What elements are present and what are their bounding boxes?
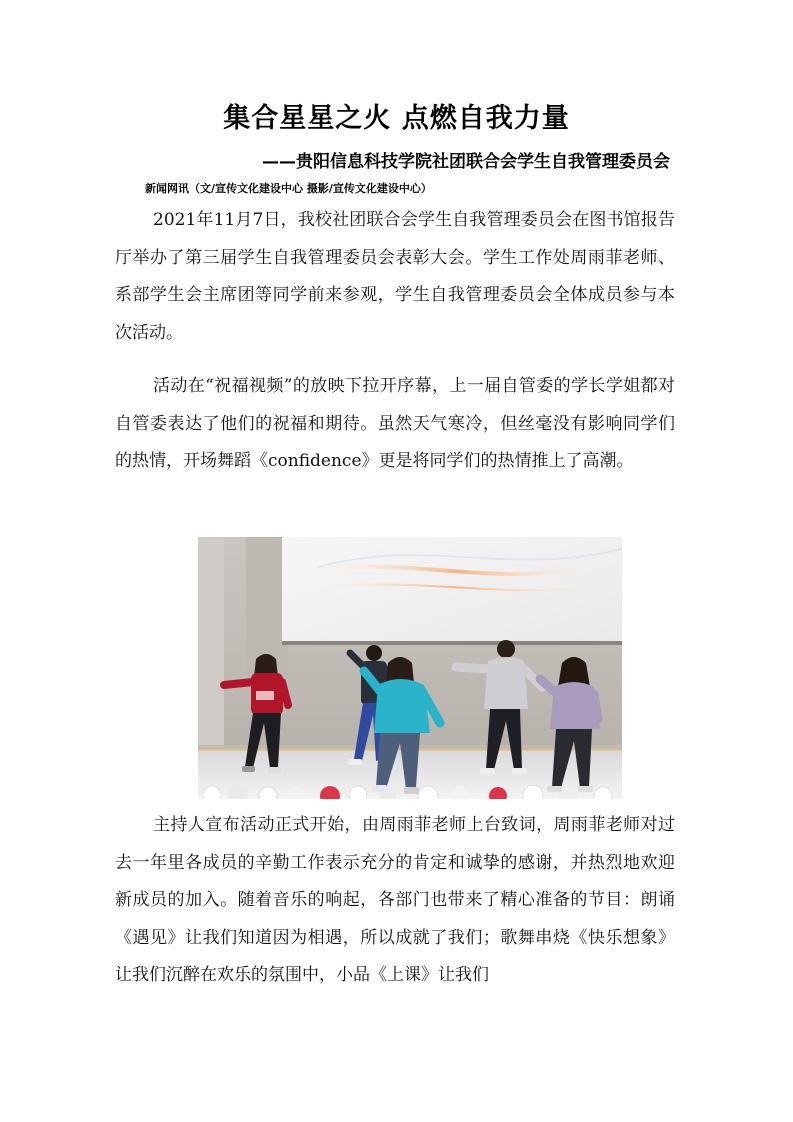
article-subtitle: ——贵阳信息科技学院社团联合会学生自我管理委员会 [262,152,670,172]
screen-frame [282,641,622,645]
paragraph-2: 活动在“祝福视频”的放映下拉开序幕，上一届自管委的学长学姐都对自管委表达了他们的祝福和期待。虽然天气寒冷，但丝毫没有影响同学们的热情，开场舞蹈《confidence》更是将同学们的热情推上了高潮。 [115,376,675,471]
paragraph-1: 2021年11月7日，我校社团联合会学生自我管理委员会在图书馆报告厅举办了第三届学生自我管理委员会表彰大会。学生工作处周雨菲老师、系部学生会主席团等同学前来参观，学生自我管理委员会全体成员参与本次活动。 [115,210,675,343]
article-title: 集合星星之火 点燃自我力量 [223,103,570,134]
wall-pillar [198,537,224,757]
paragraph-3: 主持人宣布活动正式开始，由周雨菲老师上台致词，周雨菲老师对过去一年里各成员的辛勤工作表示充分的肯定和诚挚的感谢，并热烈地欢迎新成员的加入。随着音乐的响起，各部门也带来了精心准备的节目：朗诵《遇见》让我们知道因为相遇，所以成就了我们；歌舞串烧《快乐想象》让我们沉醉在欢乐的氛围中，小品《上课》让我们 [115,815,675,985]
dance-performance-photo [198,537,622,799]
article-byline: 新闻网讯（文/宣传文化建设中心 摄影/宣传文化建设中心） [145,182,432,195]
projection-screen [282,537,622,643]
